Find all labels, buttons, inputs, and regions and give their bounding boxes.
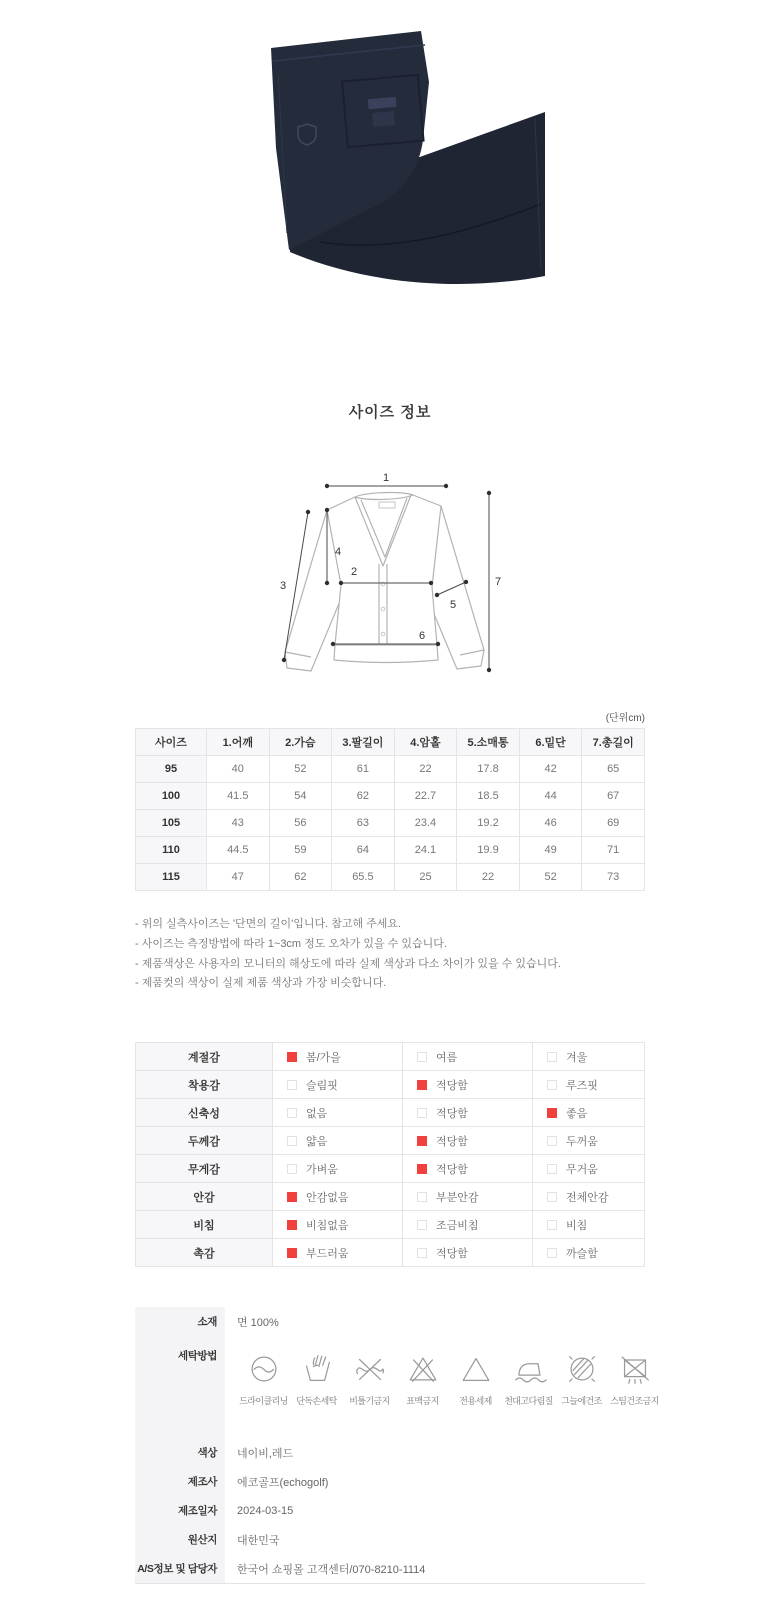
feature-option: [403, 1183, 533, 1211]
feature-option-label: 적당함: [436, 1135, 468, 1148]
feature-option-label: 루즈핏: [566, 1079, 598, 1092]
feature-option-label: 겨울: [566, 1051, 588, 1064]
info-row-origin: [135, 1525, 645, 1554]
size-table-row: [136, 837, 645, 864]
size-notes: [135, 915, 645, 994]
laundry-caption: 드라이클리닝: [239, 1396, 288, 1407]
feature-option-label: 부드러움: [306, 1247, 349, 1260]
feature-option-label: 좋음: [566, 1107, 588, 1120]
info-row-material: [135, 1307, 645, 1336]
feature-option-label: 비침: [566, 1219, 588, 1232]
feature-option-label: 적당함: [436, 1079, 468, 1092]
laundry-item: [449, 1350, 502, 1407]
laundry-item: [396, 1350, 449, 1407]
feature-label: 안감: [136, 1183, 273, 1211]
checkbox-icon: [417, 1192, 427, 1202]
feature-option-label: 안감없음: [306, 1191, 349, 1204]
checkbox-icon: [417, 1248, 427, 1258]
size-value-cell: 65: [582, 756, 645, 783]
size-value-cell: 19.2: [457, 810, 520, 837]
laundry-caption: 비틀기금지: [349, 1396, 390, 1407]
no-bleach-icon: [404, 1350, 442, 1388]
product-image: [235, 18, 545, 313]
size-value-cell: 17.8: [457, 756, 520, 783]
checkbox-icon: [417, 1108, 427, 1118]
laundry-item: [237, 1350, 290, 1407]
dry-clean-icon: [245, 1350, 283, 1388]
size-value-cell: 24.1: [394, 837, 457, 864]
size-note-line: - 제품컷의 색상이 실제 제품 색상과 가장 비슷합니다.: [135, 977, 387, 990]
info-label: 원산지: [135, 1525, 225, 1554]
feature-option: [403, 1099, 533, 1127]
size-value-cell: 18.5: [457, 783, 520, 810]
checkbox-icon: [547, 1164, 557, 1174]
laundry-caption: 단독손세탁: [296, 1396, 337, 1407]
svg-text:4: 4: [335, 546, 342, 558]
checkbox-icon: [547, 1080, 557, 1090]
info-row-laundry: [135, 1336, 659, 1438]
feature-option: [403, 1127, 533, 1155]
checkbox-icon: [287, 1248, 297, 1258]
feature-option-label: 얇음: [306, 1135, 328, 1148]
feature-option: [533, 1043, 645, 1071]
checkbox-icon: [547, 1248, 557, 1258]
feature-row: [136, 1071, 645, 1099]
special-detergent-icon: [457, 1350, 495, 1388]
size-table-header: 6.밑단: [519, 729, 582, 756]
info-value: 네이비,레드: [237, 1447, 294, 1460]
no-steam-dry-icon: [616, 1350, 654, 1388]
feature-option-label: 여름: [436, 1051, 458, 1064]
cardigan-illustration: [265, 456, 515, 678]
size-value-cell: 56: [269, 810, 332, 837]
feature-label: 두께감: [136, 1127, 273, 1155]
feature-option: [273, 1071, 403, 1099]
feature-option-label: 전체안감: [566, 1191, 609, 1204]
feature-option: [273, 1155, 403, 1183]
feature-option-label: 까슬함: [566, 1247, 598, 1260]
feature-option-label: 부분안감: [436, 1191, 479, 1204]
size-value-cell: 42: [519, 756, 582, 783]
feature-option: [403, 1155, 533, 1183]
dry-in-shade-icon: [563, 1350, 601, 1388]
size-value-cell: 44: [519, 783, 582, 810]
feature-option-label: 조금비침: [436, 1219, 479, 1232]
size-value-cell: 59: [269, 837, 332, 864]
feature-option: [273, 1211, 403, 1239]
product-info-section: [135, 1307, 659, 1584]
size-name-cell: 105: [136, 810, 207, 837]
size-value-cell: 22.7: [394, 783, 457, 810]
feature-option: [533, 1127, 645, 1155]
checkbox-icon: [547, 1136, 557, 1146]
checkbox-icon: [417, 1052, 427, 1062]
size-value-cell: 67: [582, 783, 645, 810]
feature-option-label: 비침없음: [306, 1219, 349, 1232]
no-wring-icon: [351, 1350, 389, 1388]
size-value-cell: 65.5: [332, 864, 395, 891]
size-value-cell: 71: [582, 837, 645, 864]
feature-option: [533, 1071, 645, 1099]
laundry-item: [608, 1350, 661, 1407]
size-value-cell: 61: [332, 756, 395, 783]
feature-option: [533, 1183, 645, 1211]
feature-option-label: 적당함: [436, 1247, 468, 1260]
feature-row: [136, 1239, 645, 1267]
size-table-header: 2.가슴: [269, 729, 332, 756]
hand-wash-icon: [298, 1350, 336, 1388]
size-value-cell: 25: [394, 864, 457, 891]
checkbox-icon: [287, 1192, 297, 1202]
size-table-header: 7.총길이: [582, 729, 645, 756]
feature-row: [136, 1043, 645, 1071]
svg-text:2: 2: [350, 566, 358, 578]
info-row-as-contact: [135, 1554, 645, 1583]
info-row-manufacturer: [135, 1467, 645, 1496]
feature-option: [403, 1239, 533, 1267]
size-table-header: 4.암홀: [394, 729, 457, 756]
feature-row: [136, 1099, 645, 1127]
size-table-header-row: [136, 729, 645, 756]
feature-label: 촉감: [136, 1239, 273, 1267]
info-value: 에코골프(echogolf): [237, 1476, 329, 1489]
size-note-line: - 위의 실측사이즈는 '단면의 길이'입니다. 참고해 주세요.: [135, 918, 402, 930]
checkbox-icon: [287, 1164, 297, 1174]
size-value-cell: 40: [207, 756, 270, 783]
svg-text:7: 7: [495, 576, 502, 588]
feature-label: 무게감: [136, 1155, 273, 1183]
feature-option: [273, 1183, 403, 1211]
info-label: 제조일자: [135, 1496, 225, 1525]
svg-text:5: 5: [449, 599, 457, 611]
size-value-cell: 44.5: [207, 837, 270, 864]
laundry-caption: 전용세제: [459, 1396, 492, 1407]
feature-option: [403, 1211, 533, 1239]
size-value-cell: 52: [519, 864, 582, 891]
size-section-title: 사이즈 정보: [348, 404, 432, 421]
checkbox-icon: [547, 1108, 557, 1118]
feature-row: [136, 1155, 645, 1183]
feature-option: [533, 1155, 645, 1183]
laundry-caption: 스팀건조금지: [610, 1396, 659, 1407]
size-value-cell: 52: [269, 756, 332, 783]
size-value-cell: 47: [207, 864, 270, 891]
feature-option: [273, 1127, 403, 1155]
laundry-caption: 천대고다림질: [504, 1396, 553, 1407]
feature-label: 신축성: [136, 1099, 273, 1127]
feature-label: 착용감: [136, 1071, 273, 1099]
feature-label: 계절감: [136, 1043, 273, 1071]
size-value-cell: 62: [269, 864, 332, 891]
size-name-cell: 110: [136, 837, 207, 864]
feature-row: [136, 1211, 645, 1239]
size-value-cell: 49: [519, 837, 582, 864]
checkbox-icon: [287, 1108, 297, 1118]
checkbox-icon: [417, 1136, 427, 1146]
size-table-header: 5.소매통: [457, 729, 520, 756]
svg-text:3: 3: [279, 580, 287, 592]
feature-row: [136, 1127, 645, 1155]
size-value-cell: 43: [207, 810, 270, 837]
laundry-item: [502, 1350, 555, 1407]
size-table-header: 사이즈: [136, 729, 207, 756]
size-table-header: 3.팔길이: [332, 729, 395, 756]
feature-option-label: 적당함: [436, 1163, 468, 1176]
info-value: 한국어 쇼핑몰 고객센터/070-8210-1114: [237, 1563, 426, 1576]
size-value-cell: 23.4: [394, 810, 457, 837]
checkbox-icon: [287, 1080, 297, 1090]
size-note-line: - 제품색상은 사용자의 모니터의 해상도에 따라 실제 색상과 다소 차이가 있을 수 있습니다.: [135, 957, 561, 970]
feature-table: [135, 1042, 645, 1267]
info-label: 세탁방법: [135, 1336, 225, 1438]
svg-text:1: 1: [382, 472, 390, 484]
size-value-cell: 64: [332, 837, 395, 864]
laundry-item: [290, 1350, 343, 1407]
feature-option: [273, 1239, 403, 1267]
size-table-row: [136, 864, 645, 891]
size-value-cell: 73: [582, 864, 645, 891]
feature-label: 비침: [136, 1211, 273, 1239]
feature-option-label: 슬림핏: [306, 1079, 338, 1092]
size-value-cell: 62: [332, 783, 395, 810]
info-row-color: [135, 1438, 645, 1467]
checkbox-icon: [417, 1164, 427, 1174]
laundry-caption: 그늘에건조: [561, 1396, 602, 1407]
feature-option-label: 없음: [306, 1107, 328, 1120]
feature-option-label: 두꺼움: [566, 1135, 598, 1148]
info-value: 면 100%: [237, 1316, 279, 1329]
laundry-caption: 표백금지: [406, 1396, 439, 1407]
feature-option: [533, 1099, 645, 1127]
feature-option-label: 적당함: [436, 1107, 468, 1120]
info-value: 2024-03-15: [237, 1504, 294, 1517]
checkbox-icon: [287, 1220, 297, 1230]
size-table-header: 1.어깨: [207, 729, 270, 756]
checkbox-icon: [547, 1052, 557, 1062]
size-table: [135, 728, 645, 891]
laundry-item: [343, 1350, 396, 1407]
feature-option-label: 봄/가을: [306, 1051, 341, 1064]
size-value-cell: 46: [519, 810, 582, 837]
info-label: 소재: [135, 1307, 225, 1336]
size-value-cell: 54: [269, 783, 332, 810]
checkbox-icon: [287, 1136, 297, 1146]
info-label: A/S정보 및 담당자: [135, 1554, 225, 1583]
checkbox-icon: [417, 1220, 427, 1230]
iron-with-cloth-icon: [510, 1350, 548, 1388]
laundry-icons: [225, 1336, 661, 1438]
size-table-row: [136, 756, 645, 783]
feature-row: [136, 1183, 645, 1211]
info-label: 색상: [135, 1438, 225, 1467]
info-value: 대한민국: [237, 1534, 280, 1547]
info-label: 제조사: [135, 1467, 225, 1496]
checkbox-icon: [287, 1052, 297, 1062]
svg-text:6: 6: [418, 630, 426, 642]
size-value-cell: 22: [457, 864, 520, 891]
feature-option: [273, 1099, 403, 1127]
info-row-manufacture-date: [135, 1496, 645, 1525]
checkbox-icon: [547, 1192, 557, 1202]
size-table-row: [136, 783, 645, 810]
feature-option: [273, 1043, 403, 1071]
feature-option-label: 가벼움: [306, 1163, 338, 1176]
checkbox-icon: [547, 1220, 557, 1230]
size-name-cell: 115: [136, 864, 207, 891]
size-value-cell: 69: [582, 810, 645, 837]
size-value-cell: 63: [332, 810, 395, 837]
size-table-row: [136, 810, 645, 837]
size-diagram: [265, 456, 515, 683]
feature-option: [403, 1043, 533, 1071]
size-value-cell: 19.9: [457, 837, 520, 864]
pants-illustration: [235, 18, 545, 308]
size-name-cell: 100: [136, 783, 207, 810]
feature-option-label: 무거움: [566, 1163, 598, 1176]
feature-option: [533, 1211, 645, 1239]
size-name-cell: 95: [136, 756, 207, 783]
size-value-cell: 41.5: [207, 783, 270, 810]
unit-label: (단위cm): [605, 713, 645, 724]
size-value-cell: 22: [394, 756, 457, 783]
size-note-line: - 사이즈는 측정방법에 따라 1~3cm 정도 오차가 있을 수 있습니다.: [135, 937, 447, 950]
feature-option: [533, 1239, 645, 1267]
feature-option: [403, 1071, 533, 1099]
laundry-item: [555, 1350, 608, 1407]
checkbox-icon: [417, 1080, 427, 1090]
